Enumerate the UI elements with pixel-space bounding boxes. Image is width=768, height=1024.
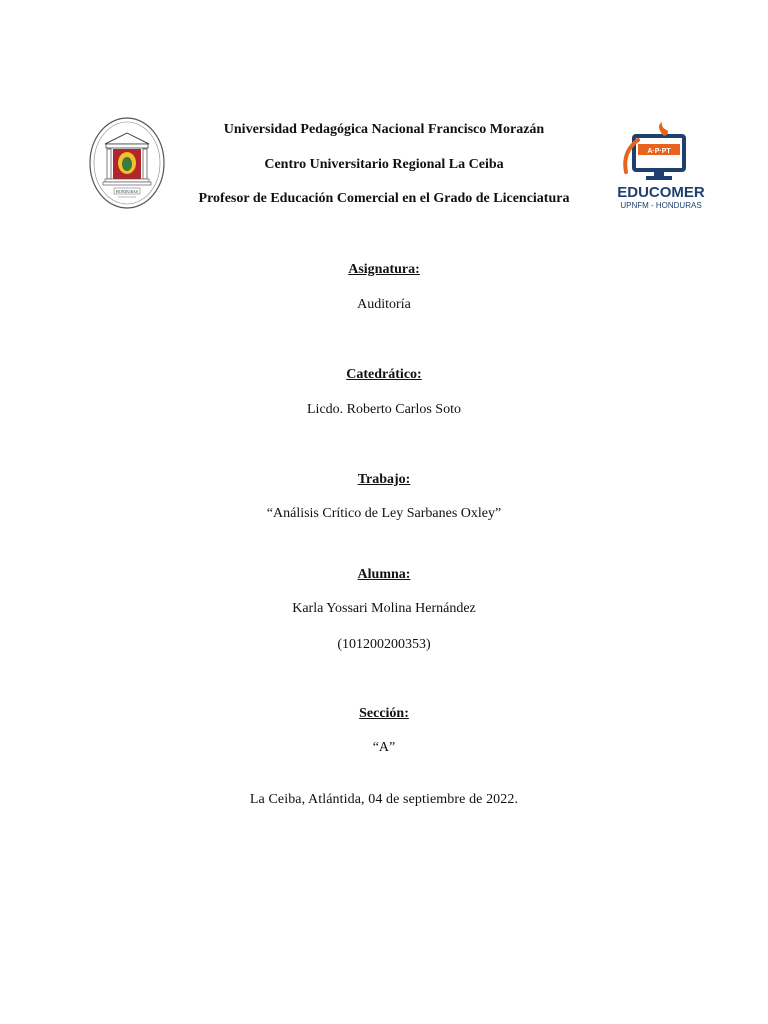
center-name: Centro Universitario Regional La Ceiba	[264, 157, 504, 172]
work-label: Trabajo:	[357, 472, 411, 487]
work-value: “Análisis Crítico de Ley Sarbanes Oxley”	[266, 506, 502, 521]
professor-value: Licdo. Roberto Carlos Soto	[307, 402, 461, 417]
subject-value: Auditoría	[357, 297, 411, 312]
place-date: La Ceiba, Atlántida, 04 de septiembre de 2022.	[249, 792, 519, 807]
section-value: “A”	[372, 740, 396, 755]
professor-label: Catedrático:	[346, 367, 422, 382]
student-label: Alumna:	[357, 567, 411, 582]
educomer-badge-text: A·P·PT	[647, 148, 671, 155]
educomer-name: EDUCOMER	[617, 184, 705, 201]
subject-label: Asignatura:	[348, 262, 420, 277]
educomer-subtitle: UPNFM - HONDURAS	[620, 201, 702, 210]
section-label: Sección:	[359, 706, 409, 721]
program-name: Profesor de Educación Comercial en el Grado de Licenciatura	[198, 191, 570, 206]
student-id: (101200200353)	[337, 637, 431, 652]
university-name: Universidad Pedagógica Nacional Francisco Morazán	[223, 122, 545, 137]
student-name: Karla Yossari Molina Hernández	[292, 601, 476, 616]
seal-banner-text: HONDURAS	[115, 189, 139, 194]
